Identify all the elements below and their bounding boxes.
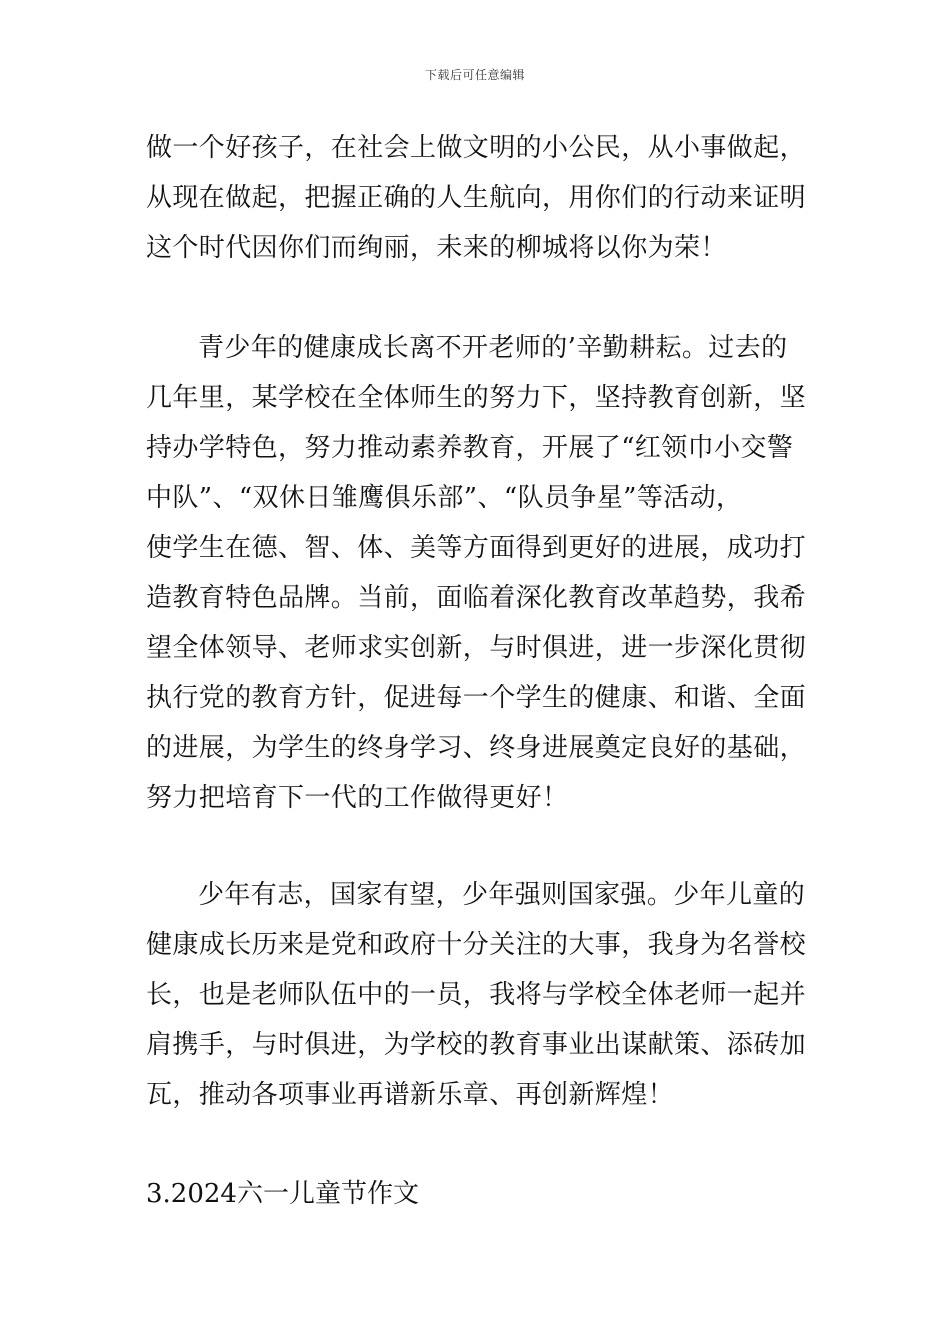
paragraph-2-line-3: 持办学特色，努力推动素养教育，开展了“红领巾小交警 xyxy=(146,433,794,463)
paragraph-2-line-6: 造教育特色品牌。当前，面临着深化教育改革趋势，我希 xyxy=(146,583,807,613)
paragraph-2-line-10: 努力把培育下一代的工作做得更好！ xyxy=(146,783,569,813)
paragraph-1-line-3: 这个时代因你们而绚丽，未来的柳城将以你为荣！ xyxy=(146,233,727,263)
paragraph-3-line-3: 长，也是老师队伍中的一员，我将与学校全体老师一起并 xyxy=(146,980,807,1010)
header-note: 下载后可任意编辑 xyxy=(424,68,525,82)
paragraph-2-line-7: 望全体领导、老师求实创新，与时俱进，进一步深化贯彻 xyxy=(146,633,807,663)
paragraph-2-line-5: 使学生在德、智、体、美等方面得到更好的进展，成功打 xyxy=(146,533,807,563)
paragraph-1-line-2: 从现在做起，把握正确的人生航向，用你们的行动来证明 xyxy=(146,183,807,213)
paragraph-2-line-8: 执行党的教育方针，促进每一个学生的健康、和谐、全面 xyxy=(146,683,807,713)
section-heading: 3.2024六一儿童节作文 xyxy=(146,1179,419,1209)
paragraph-2-line-1: 青少年的健康成长离不开老师的’辛勤耕耘。过去的 xyxy=(198,333,788,363)
paragraph-3-line-1: 少年有志，国家有望，少年强则国家强。少年儿童的 xyxy=(198,880,806,910)
paragraph-3-line-5: 瓦，推动各项事业再谱新乐章、再创新辉煌！ xyxy=(146,1080,675,1110)
paragraph-2-line-9: 的进展，为学生的终身学习、终身进展奠定良好的基础， xyxy=(146,733,807,763)
paragraph-2-line-4: 中队”、“双休日雏鹰俱乐部”、“队员争星”等活动， xyxy=(146,483,743,513)
paragraph-3-line-2: 健康成长历来是党和政府十分关注的大事，我身为名誉校 xyxy=(146,930,807,960)
paragraph-1-line-1: 做一个好孩子，在社会上做文明的小公民，从小事做起， xyxy=(146,133,807,163)
paragraph-2-line-2: 几年里，某学校在全体师生的努力下，坚持教育创新，坚 xyxy=(146,383,807,413)
paragraph-3-line-4: 肩携手，与时俱进，为学校的教育事业出谋献策、添砖加 xyxy=(146,1030,807,1060)
